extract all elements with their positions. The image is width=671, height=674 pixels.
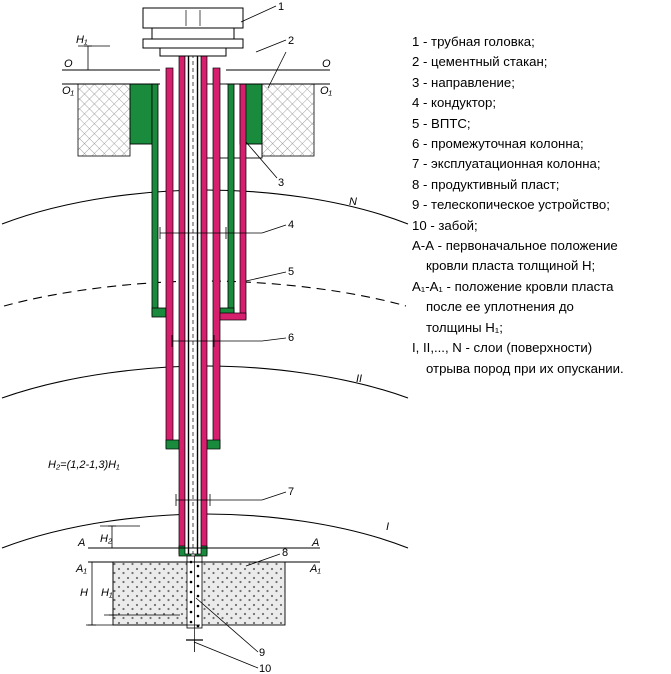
datum-a-right-label: А [312,537,320,549]
legend-item: I, II,..., N - слои (поверхности) [412,340,593,356]
legend-item: 2 - цементный стакан; [412,54,548,70]
legend-item: отрыва пород при их опускании. [426,360,624,376]
callout-9: 9 [259,647,266,659]
legend-item: 3 - направление; [412,74,515,90]
legend-item: 7 - эксплуатационная колонна; [412,156,601,172]
dimension-h-total-label: Н [80,587,88,599]
legend-item: 4 - кондуктор; [412,95,497,111]
legend-item: 10 - забой; [412,217,478,233]
callout-8: 8 [282,547,289,559]
legend-list [412,32,664,379]
legend-item: 5 - ВПТС; [412,115,471,131]
legend-item: 1 - трубная головка; [412,34,535,49]
datum-o1-right-label: О₁ [320,85,333,97]
layer-label-i: I [386,521,390,533]
callout-7: 7 [288,486,295,498]
tubing-head [143,8,243,56]
callout-5: 5 [288,266,295,278]
callout-3: 3 [278,177,285,189]
legend-item: А-А - первоначальное положение [412,238,618,254]
callout-2: 2 [288,35,295,47]
callout-6: 6 [288,332,295,344]
inner-tubing [185,54,201,554]
datum-a1-left-label: А₁ [76,563,87,575]
legend-item: толщины Н₁; [426,319,503,335]
datum-o-right-label: О [322,58,331,70]
telescopic-device [187,556,202,640]
legend-item: после ее уплотнения до [426,299,574,315]
datum-a1-right-label: А₁ [310,563,321,575]
dimension-h-top-label: Н₁ [76,34,88,46]
datum-o-left-label: О [64,58,73,70]
callout-1: 1 [278,1,285,13]
formula-label: Н₂=(1,2-1,3)Н₁ [48,459,120,471]
legend-item: 8 - продуктивный пласт; [412,176,560,192]
legend-item: 9 - телескопическое устройство; [412,197,610,213]
legend-item: А₁-А₁ - положение кровли пласта [412,278,614,294]
legend-item: кровли пласта толщиной Н; [426,258,596,274]
layer-label-n: N [349,196,357,208]
callout-10: 10 [259,663,272,674]
dimension-h2-label: Н₂ [100,533,113,545]
callout-4: 4 [288,219,295,231]
datum-a-left-label: А [78,537,86,549]
layer-label-ii: II [356,373,363,385]
datum-o1-left-label: О₁ [62,85,75,97]
dimension-h-top [78,46,110,70]
legend-item: 6 - промежуточная колонна; [412,136,584,152]
dimension-h-sub1-label: Н₁ [101,587,113,599]
